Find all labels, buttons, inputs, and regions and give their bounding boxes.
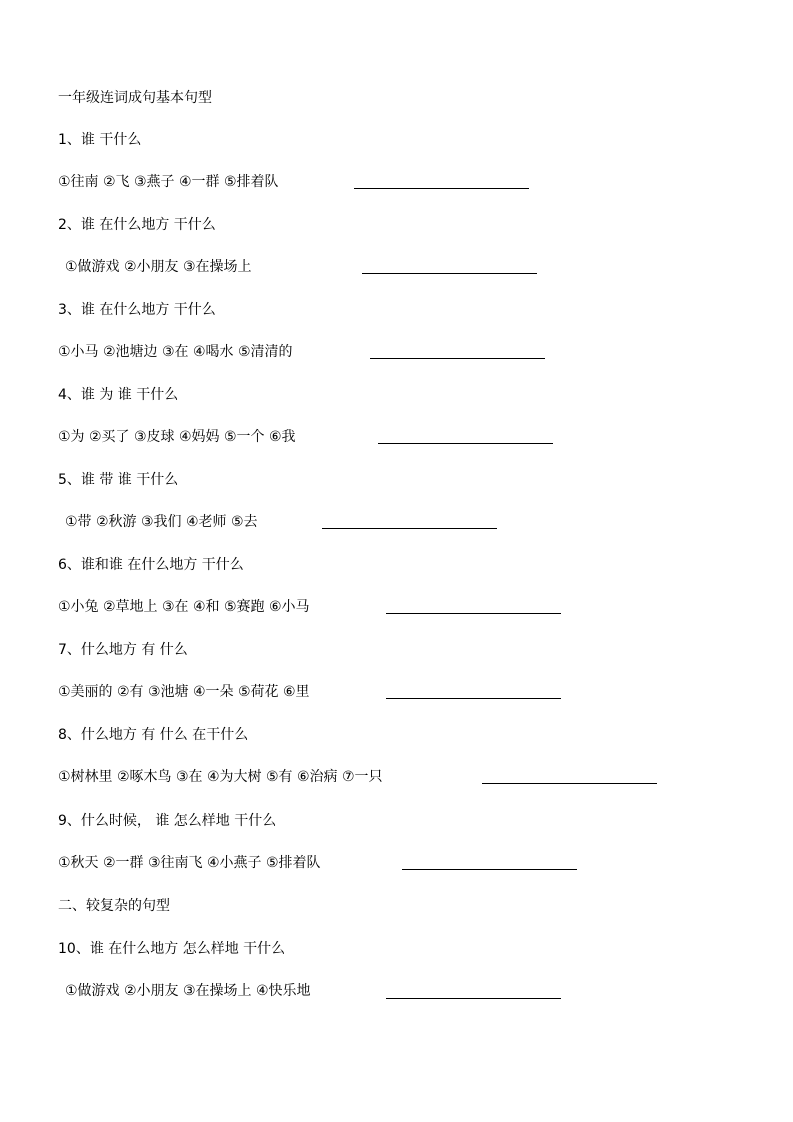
exercise-6-answer-blank[interactable] [386,613,561,614]
exercise-8-pattern: 8、什么地方 有 什么 在干什么 [58,727,249,743]
exercise-10-words: ①做游戏 ②小朋友 ③在操场上 ④快乐地 [65,983,311,999]
exercise-8-words: ①树林里 ②啄木鸟 ③在 ④为大树 ⑤有 ⑥治病 ⑦一只 [58,769,383,785]
exercise-9-answer-blank[interactable] [402,869,577,870]
exercise-3-words: ①小马 ②池塘边 ③在 ④喝水 ⑤清清的 [58,344,293,360]
exercise-7-words: ①美丽的 ②有 ③池塘 ④一朵 ⑤荷花 ⑥里 [58,684,310,700]
exercise-4-pattern: 4、谁 为 谁 干什么 [58,387,179,403]
exercise-4-words: ①为 ②买了 ③皮球 ④妈妈 ⑤一个 ⑥我 [58,429,296,445]
exercise-2-pattern: 2、谁 在什么地方 干什么 [58,217,216,233]
exercise-2-words: ①做游戏 ②小朋友 ③在操场上 [65,259,252,275]
exercise-10-answer-blank[interactable] [386,998,561,999]
exercise-4-answer-blank[interactable] [378,443,553,444]
exercise-5-pattern: 5、谁 带 谁 干什么 [58,472,179,488]
exercise-5-answer-blank[interactable] [322,528,497,529]
exercise-1-words: ①往南 ②飞 ③燕子 ④一群 ⑤排着队 [58,174,279,190]
exercise-6-words: ①小兔 ②草地上 ③在 ④和 ⑤赛跑 ⑥小马 [58,599,310,615]
exercise-1-answer-blank[interactable] [354,188,529,189]
exercise-7-pattern: 7、什么地方 有 什么 [58,642,188,658]
exercise-6-pattern: 6、谁和谁 在什么地方 干什么 [58,557,244,573]
exercise-8-answer-blank[interactable] [482,783,657,784]
section-2-heading: 二、较复杂的句型 [58,898,170,914]
exercise-2-answer-blank[interactable] [362,273,537,274]
exercise-10-pattern: 10、谁 在什么地方 怎么样地 干什么 [58,941,286,957]
worksheet-title: 一年级连词成句基本句型 [58,90,212,106]
exercise-3-pattern: 3、谁 在什么地方 干什么 [58,302,216,318]
exercise-9-pattern: 9、什么时候， 谁 怎么样地 干什么 [58,813,277,829]
exercise-9-words: ①秋天 ②一群 ③往南飞 ④小燕子 ⑤排着队 [58,855,321,871]
exercise-5-words: ①带 ②秋游 ③我们 ④老师 ⑤去 [65,514,258,530]
exercise-7-answer-blank[interactable] [386,698,561,699]
exercise-1-pattern: 1、谁 干什么 [58,132,142,148]
exercise-3-answer-blank[interactable] [370,358,545,359]
